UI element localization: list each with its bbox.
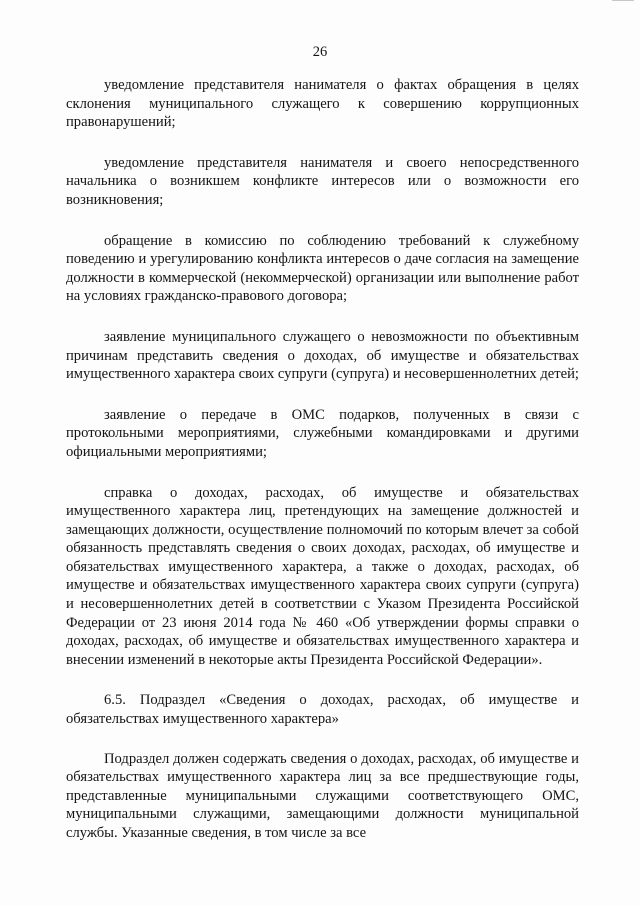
document-body — [66, 76, 579, 865]
section-body: Подраздел должен содержать сведения о доходах, расходах, об имуществе и обязательствах имущественного характера лиц за все предшествующие годы, представленные муниципальными служащими соответствующего ОМС, муниципальными служащими, замещающими должности муниципальной службы. Указанные сведения, в том числе за все — [66, 750, 579, 841]
paragraph-notice-conflict: уведомление представителя нанимателя и своего непосредственного начальника о возникшем конфликте интересов или о возможности его возникновения; — [66, 154, 579, 208]
paragraph-commission-appeal: обращение в комиссию по соблюдению требований к служебному поведению и урегулированию конфликта интересов о даче согласия на замещение должности в коммерческой (некоммерческой) организации или выполнение работ на условиях гражданско-правового договора; — [66, 232, 579, 305]
scan-corner-mark — [612, 0, 634, 3]
paragraph-income-certificate: справка о доходах, расходах, об имуществе и обязательствах имущественного характера лиц, претендующих на замещение должностей и замещающих должности, осуществление полномочий по которым влечет за собой обязанность представлять сведения о своих доходах, расходах, об имуществе и обязательствах имущественного характера, а также о доходах, расходах, об имуществе и обязательствах имущественного характера своих супруги (супруга) и несовершеннолетних детей в соответствии с Указом Президента Российской Федерации от 23 июня 2014 года № 460 «Об утверждении формы справки о доходах, расходах, об имуществе и обязательствах имущественного характера и внесении изменений в некоторые акты Президента Российской Федерации». — [66, 484, 579, 668]
page-number: 26 — [312, 44, 328, 60]
paragraph-statement-impossibility: заявление муниципального служащего о невозможности по объективным причинам представить сведения о доходах, об имуществе и обязательствах имущественного характера своих супруги (супруга) и несовершеннолетних детей; — [66, 328, 579, 383]
section-heading: 6.5. Подраздел «Сведения о доходах, расходах, об имуществе и обязательствах имущественного характера» — [66, 692, 579, 728]
paragraph-statement-gifts: заявление о передаче в ОМС подарков, полученных в связи с протокольными мероприятиями, служебными командировками и другими официальными мероприятиями; — [66, 406, 579, 460]
paragraph-notice-corruption: уведомление представителя нанимателя о фактах обращения в целях склонения муниципального служащего к совершению коррупционных правонарушений; — [66, 77, 579, 131]
